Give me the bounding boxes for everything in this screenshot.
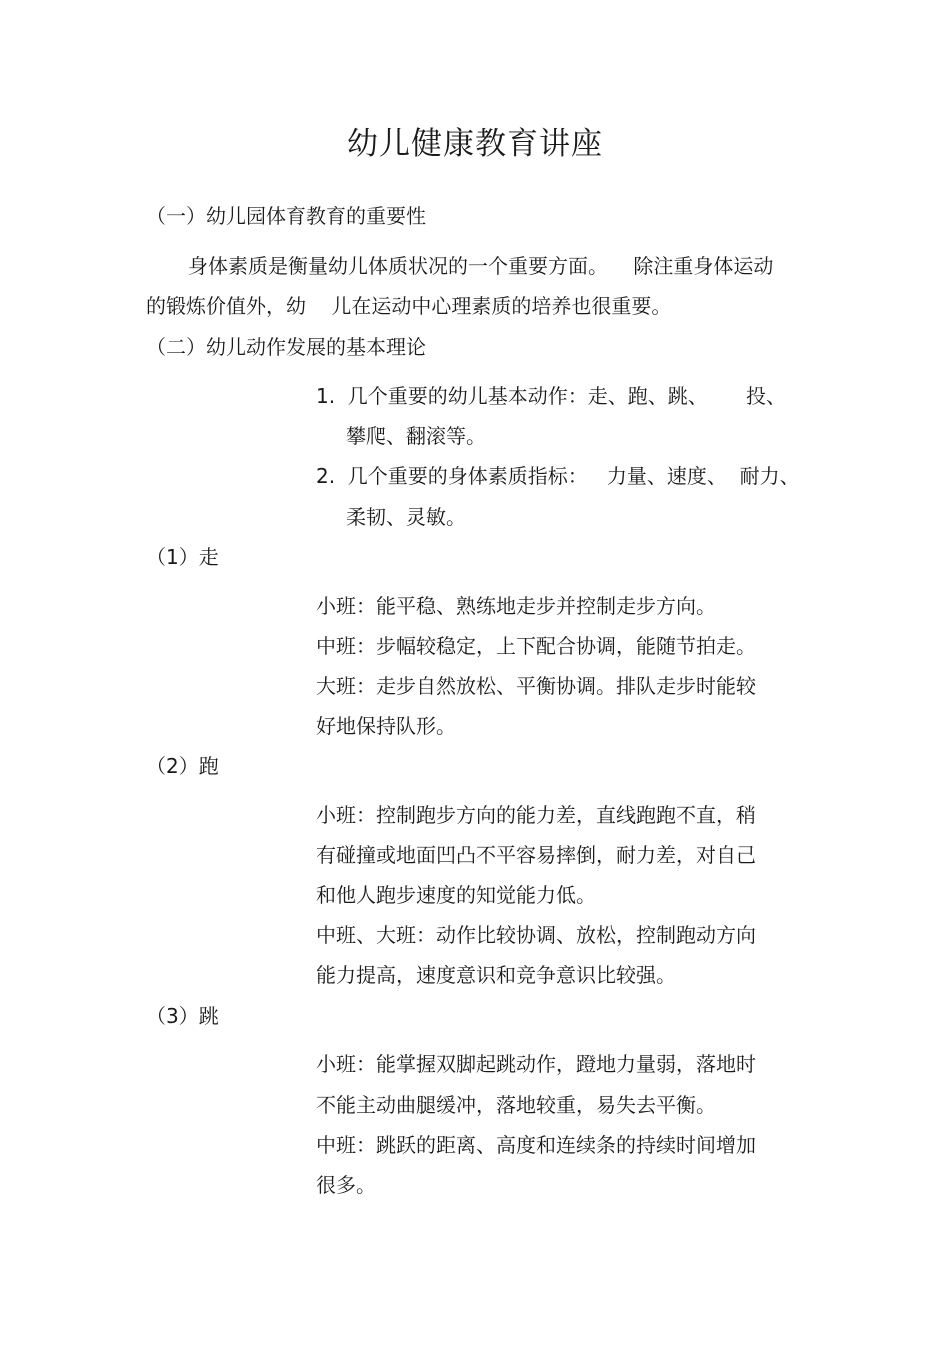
jump-line-2: 不能主动曲腿缓冲，落地较重，易失去平衡。 bbox=[316, 1093, 716, 1117]
document-title: 幼儿健康教育讲座 bbox=[347, 126, 603, 162]
jump-line-4: 很多。 bbox=[316, 1173, 376, 1197]
list-item-2-line-2: 柔韧、灵敏。 bbox=[346, 505, 466, 529]
walk-line-4: 好地保持队形。 bbox=[316, 714, 456, 738]
list-item-1-line-1: 1. 几个重要的幼儿基本动作：走、跑、跳、 投、 bbox=[316, 384, 786, 408]
list-item-2-line-1: 2. 几个重要的身体素质指标： 力量、速度、 耐力、 bbox=[316, 464, 800, 488]
list-item-1-line-2: 攀爬、翻滚等。 bbox=[346, 424, 486, 448]
run-line-2: 有碰撞或地面凹凸不平容易摔倒，耐力差，对自己 bbox=[316, 843, 756, 867]
run-line-4: 中班、大班：动作比较协调、放松，控制跑动方向 bbox=[316, 923, 756, 947]
jump-line-1: 小班：能掌握双脚起跳动作，蹬地力量弱，落地时 bbox=[316, 1052, 756, 1076]
section-1-paragraph-line-2: 的锻炼价值外，幼 儿在运动中心理素质的培养也很重要。 bbox=[146, 294, 672, 318]
run-line-5: 能力提高，速度意识和竞争意识比较强。 bbox=[316, 963, 676, 987]
section-2-heading: （二）幼儿动作发展的基本理论 bbox=[146, 335, 426, 359]
run-line-3: 和他人跑步速度的知觉能力低。 bbox=[316, 883, 596, 907]
walk-line-3: 大班：走步自然放松、平衡协调。排队走步时能较 bbox=[316, 674, 756, 698]
walk-line-1: 小班：能平稳、熟练地走步并控制走步方向。 bbox=[316, 594, 716, 618]
run-line-1: 小班：控制跑步方向的能力差，直线跑跑不直，稍 bbox=[316, 803, 756, 827]
jump-label: （3）跳 bbox=[146, 1004, 219, 1028]
run-label: （2）跑 bbox=[146, 754, 219, 778]
section-1-paragraph-line-1: 身体素质是衡量幼儿体质状况的一个重要方面。 除注重身体运动 bbox=[188, 254, 774, 278]
section-1-heading: （一）幼儿园体育教育的重要性 bbox=[146, 204, 426, 228]
jump-line-3: 中班：跳跃的距离、高度和连续条的持续时间增加 bbox=[316, 1133, 756, 1157]
walk-label: （1）走 bbox=[146, 545, 219, 569]
walk-line-2: 中班：步幅较稳定，上下配合协调，能随节拍走。 bbox=[316, 634, 756, 658]
